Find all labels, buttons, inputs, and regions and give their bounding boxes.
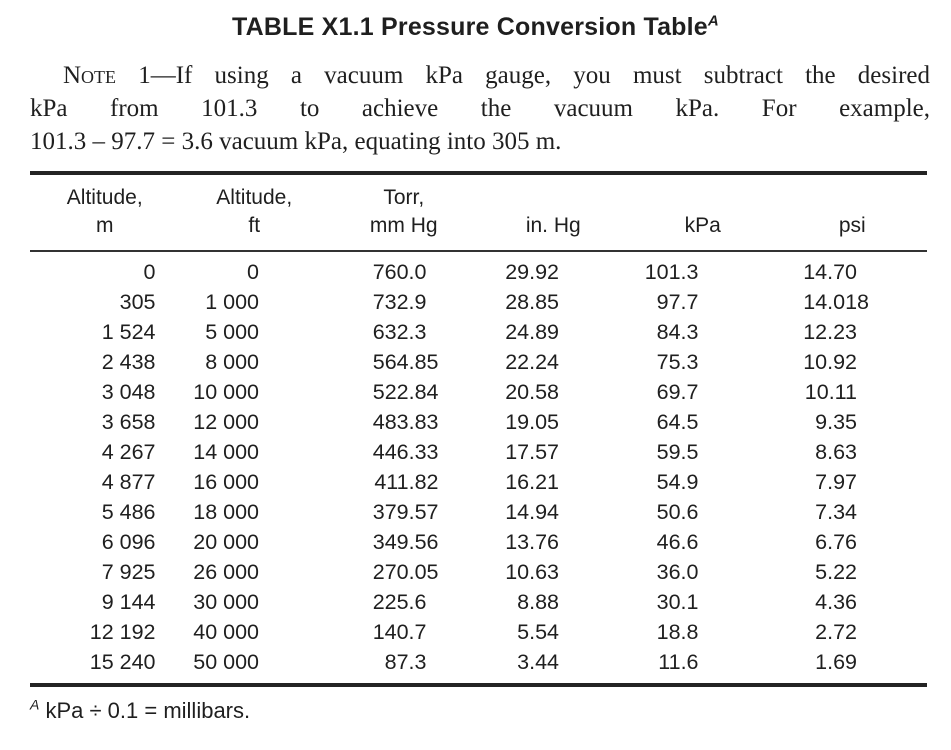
cell-in-hg: 29.92 bbox=[505, 260, 559, 284]
table-row bbox=[30, 317, 927, 347]
cell-kpa: 50.6 bbox=[656, 500, 699, 524]
header-row bbox=[30, 173, 927, 251]
cell-kpa: 36.0 bbox=[656, 560, 699, 584]
column-header-in-hg bbox=[479, 173, 629, 251]
cell-kpa: 11.6 bbox=[658, 650, 699, 674]
footnote-text: kPa ÷ 0.1 = millibars. bbox=[45, 698, 251, 723]
header-line: psi bbox=[838, 214, 866, 237]
cell-altitude-ft: 10 000 bbox=[193, 380, 259, 404]
cell-in-hg: 5.54 bbox=[517, 620, 559, 644]
cell-kpa: 59.5 bbox=[656, 440, 699, 464]
cell-altitude-m: 3 048 bbox=[101, 380, 156, 404]
cell-altitude-ft: 0 bbox=[247, 260, 259, 284]
cell-in-hg: 19.05 bbox=[505, 410, 559, 434]
cell-kpa: 75.3 bbox=[656, 350, 699, 374]
cell-in-hg: 13.76 bbox=[505, 530, 559, 554]
cell-altitude-m: 15 240 bbox=[89, 650, 156, 674]
cell-torr-mm-hg: 564.85 bbox=[372, 350, 439, 374]
column-header-psi bbox=[778, 173, 928, 251]
cell-altitude-ft: 20 000 bbox=[193, 530, 259, 554]
header-line: Torr, bbox=[383, 186, 425, 209]
table-row bbox=[30, 557, 927, 587]
cell-kpa: 64.5 bbox=[656, 410, 699, 434]
header-line: m bbox=[96, 214, 114, 237]
column-header-altitude-m bbox=[30, 173, 180, 251]
cell-in-hg: 3.44 bbox=[517, 650, 559, 674]
cell-psi: 10.92 bbox=[803, 350, 857, 374]
table-row bbox=[30, 527, 927, 557]
header-line bbox=[479, 184, 629, 212]
cell-altitude-m: 12 192 bbox=[89, 620, 156, 644]
note-line-3: 101.3 – 97.7 = 3.6 vacuum kPa, equating into 305 m. bbox=[30, 128, 562, 155]
header-line: kPa bbox=[684, 214, 721, 237]
cell-in-hg: 22.24 bbox=[505, 350, 559, 374]
cell-altitude-m: 9 144 bbox=[101, 590, 156, 614]
cell-torr-mm-hg: 379.57 bbox=[372, 500, 439, 524]
cell-altitude-ft: 30 000 bbox=[193, 590, 259, 614]
cell-torr-mm-hg: 225.6 bbox=[372, 590, 427, 614]
cell-psi: 14.018 bbox=[803, 290, 869, 314]
cell-psi: 9.35 bbox=[815, 410, 857, 434]
table-body bbox=[30, 251, 927, 685]
header-line: in. Hg bbox=[525, 214, 581, 237]
cell-altitude-ft: 5 000 bbox=[205, 320, 259, 344]
cell-psi: 4.36 bbox=[815, 590, 857, 614]
cell-torr-mm-hg: 760.0 bbox=[372, 260, 427, 284]
cell-torr-mm-hg: 411.82 bbox=[374, 470, 439, 494]
note-line-2: kPa from 101.3 to achieve the vacuum kPa. For example, bbox=[30, 95, 930, 122]
cell-psi: 10.11 bbox=[804, 380, 857, 404]
cell-psi: 2.72 bbox=[815, 620, 857, 644]
cell-psi: 6.76 bbox=[815, 530, 857, 554]
header-line: Altitude, bbox=[66, 186, 143, 209]
table-row bbox=[30, 347, 927, 377]
cell-altitude-m: 305 bbox=[119, 290, 156, 314]
cell-altitude-m: 1 524 bbox=[101, 320, 156, 344]
table-row bbox=[30, 377, 927, 407]
cell-altitude-m: 3 658 bbox=[101, 410, 156, 434]
cell-altitude-ft: 26 000 bbox=[193, 560, 259, 584]
cell-psi: 14.70 bbox=[803, 260, 857, 284]
column-header-torr-mm-hg bbox=[329, 173, 479, 251]
cell-altitude-ft: 16 000 bbox=[193, 470, 259, 494]
header-line: Altitude, bbox=[216, 186, 293, 209]
table-row bbox=[30, 287, 927, 317]
footnote-marker: A bbox=[30, 696, 40, 713]
cell-altitude-m: 4 267 bbox=[101, 440, 156, 464]
cell-in-hg: 17.57 bbox=[505, 440, 559, 464]
cell-torr-mm-hg: 732.9 bbox=[372, 290, 427, 314]
table-header bbox=[30, 173, 927, 251]
table-row bbox=[30, 647, 927, 685]
cell-psi: 5.22 bbox=[815, 560, 857, 584]
cell-torr-mm-hg: 270.05 bbox=[372, 560, 439, 584]
cell-in-hg: 28.85 bbox=[505, 290, 559, 314]
cell-kpa: 30.1 bbox=[656, 590, 699, 614]
header-line: mm Hg bbox=[369, 214, 438, 237]
table-footnote bbox=[30, 698, 921, 724]
header-line bbox=[628, 184, 778, 212]
table-row bbox=[30, 467, 927, 497]
cell-psi: 7.97 bbox=[815, 470, 857, 494]
cell-altitude-ft: 40 000 bbox=[193, 620, 259, 644]
note-line-1 bbox=[30, 59, 930, 92]
cell-in-hg: 8.88 bbox=[517, 590, 559, 614]
column-header-altitude-ft bbox=[180, 173, 330, 251]
table-row bbox=[30, 407, 927, 437]
cell-torr-mm-hg: 446.33 bbox=[372, 440, 439, 464]
cell-kpa: 84.3 bbox=[656, 320, 699, 344]
cell-in-hg: 10.63 bbox=[505, 560, 559, 584]
cell-altitude-ft: 1 000 bbox=[205, 290, 259, 314]
cell-altitude-ft: 14 000 bbox=[193, 440, 259, 464]
cell-in-hg: 20.58 bbox=[505, 380, 559, 404]
cell-kpa: 54.9 bbox=[656, 470, 699, 494]
cell-altitude-m: 0 bbox=[143, 260, 156, 284]
cell-kpa: 18.8 bbox=[656, 620, 699, 644]
cell-psi: 7.34 bbox=[815, 500, 857, 524]
table-title bbox=[0, 13, 951, 42]
note-line-1-text: 1—If using a vacuum kPa gauge, you must subtract the desired bbox=[116, 62, 930, 89]
table-row bbox=[30, 587, 927, 617]
cell-torr-mm-hg: 140.7 bbox=[372, 620, 427, 644]
cell-torr-mm-hg: 483.83 bbox=[372, 410, 439, 434]
pressure-conversion-table bbox=[30, 171, 927, 687]
cell-torr-mm-hg: 87.3 bbox=[384, 650, 427, 674]
table-title-text: TABLE X1.1 Pressure Conversion Table bbox=[232, 13, 708, 41]
cell-kpa: 46.6 bbox=[656, 530, 699, 554]
column-header-kpa bbox=[628, 173, 778, 251]
header-line: ft bbox=[248, 214, 261, 237]
note-label: Note bbox=[63, 62, 117, 89]
cell-altitude-ft: 50 000 bbox=[193, 650, 259, 674]
cell-in-hg: 14.94 bbox=[505, 500, 559, 524]
cell-torr-mm-hg: 349.56 bbox=[372, 530, 439, 554]
cell-in-hg: 16.21 bbox=[505, 470, 559, 494]
header-line bbox=[778, 184, 928, 212]
table-title-footnote-marker: A bbox=[707, 12, 719, 30]
cell-kpa: 69.7 bbox=[656, 380, 699, 404]
table-row bbox=[30, 617, 927, 647]
cell-psi: 12.23 bbox=[803, 320, 857, 344]
cell-altitude-ft: 18 000 bbox=[193, 500, 259, 524]
cell-altitude-m: 7 925 bbox=[101, 560, 156, 584]
cell-altitude-m: 5 486 bbox=[101, 500, 156, 524]
cell-torr-mm-hg: 522.84 bbox=[372, 380, 439, 404]
cell-altitude-ft: 8 000 bbox=[205, 350, 259, 374]
cell-kpa: 97.7 bbox=[656, 290, 699, 314]
cell-altitude-ft: 12 000 bbox=[193, 410, 259, 434]
cell-altitude-m: 4 877 bbox=[101, 470, 156, 494]
cell-psi: 1.69 bbox=[815, 650, 857, 674]
cell-in-hg: 24.89 bbox=[505, 320, 559, 344]
table-row bbox=[30, 437, 927, 467]
note-1 bbox=[30, 59, 930, 158]
cell-altitude-m: 2 438 bbox=[101, 350, 156, 374]
table-row bbox=[30, 251, 927, 287]
table-row bbox=[30, 497, 927, 527]
cell-torr-mm-hg: 632.3 bbox=[372, 320, 427, 344]
cell-kpa: 101.3 bbox=[644, 260, 699, 284]
cell-altitude-m: 6 096 bbox=[101, 530, 156, 554]
cell-psi: 8.63 bbox=[815, 440, 857, 464]
